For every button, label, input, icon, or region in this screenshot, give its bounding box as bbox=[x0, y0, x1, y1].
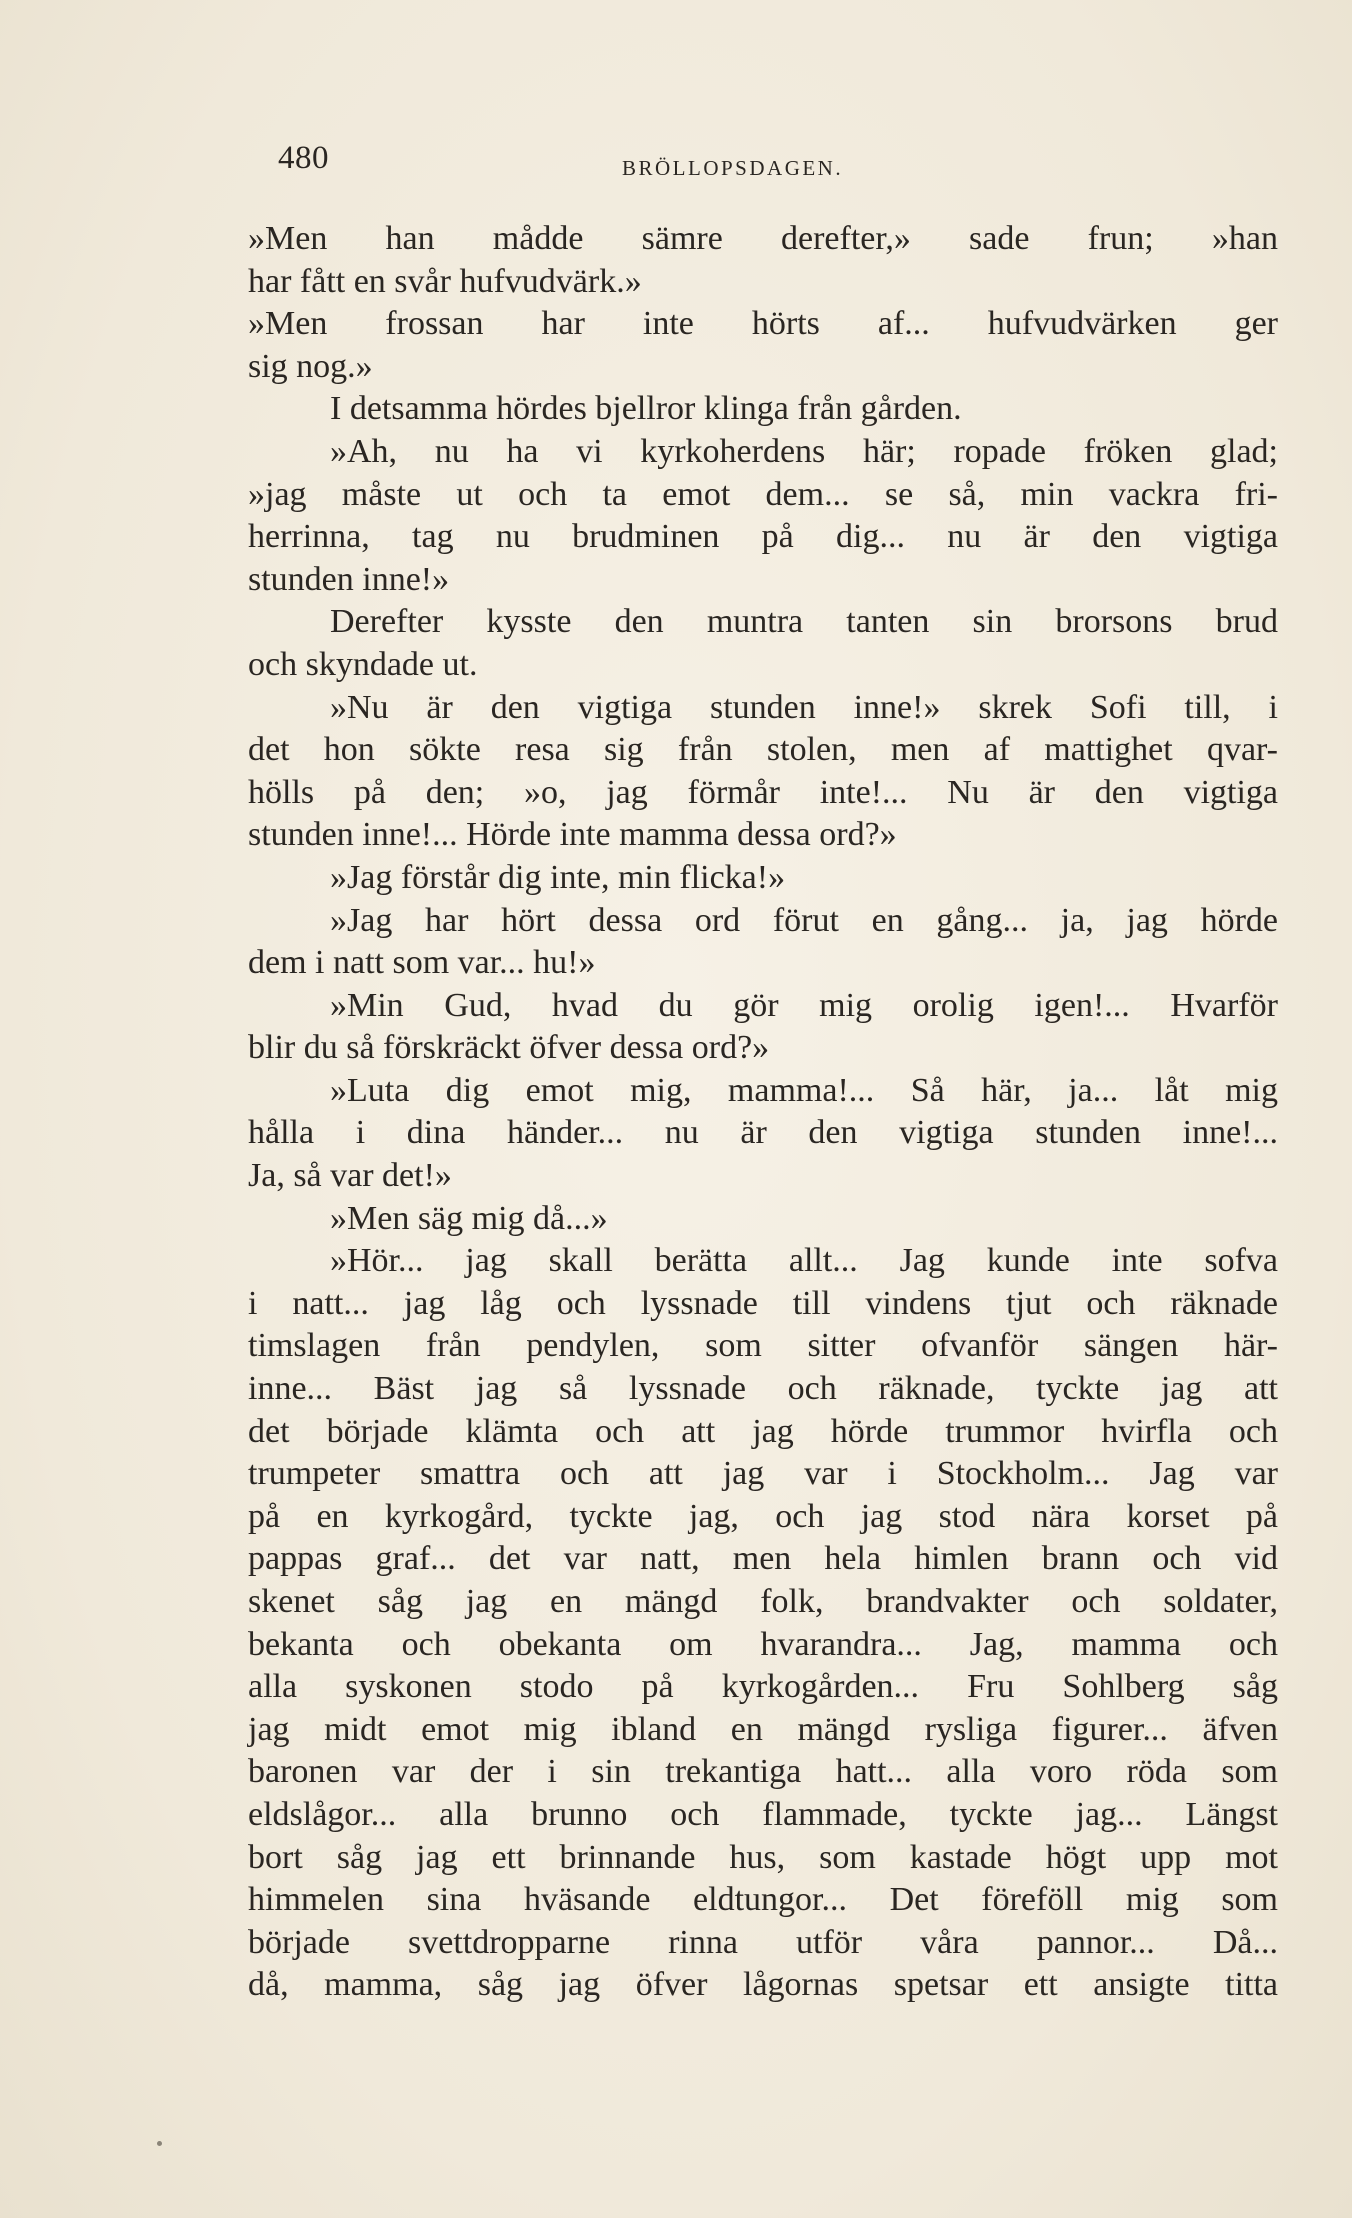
text-line: »Men frossan har inte hörts af... hufvudvärken ger bbox=[248, 305, 1278, 343]
page-header bbox=[278, 140, 1098, 180]
text-line: »Jag har hört dessa ord förut en gång... ja, jag hörde bbox=[330, 901, 1278, 939]
text-line: I detsamma hördes bjellror klinga från gården. bbox=[330, 390, 962, 428]
page-number: 480 bbox=[278, 140, 329, 176]
text-line: alla syskonen stodo på kyrkogården... Fru Sohlberg såg bbox=[248, 1668, 1278, 1706]
text-line: stunden inne!... Hörde inte mamma dessa ord?» bbox=[248, 816, 897, 854]
text-line: inne... Bäst jag så lyssnade och räknade, tyckte jag att bbox=[248, 1370, 1278, 1408]
text-line: sig nog.» bbox=[248, 347, 373, 385]
text-line: dem i natt som var... hu!» bbox=[248, 944, 596, 982]
text-line: Ja, så var det!» bbox=[248, 1157, 452, 1195]
text-line: pappas graf... det var natt, men hela himlen brann och vid bbox=[248, 1540, 1278, 1578]
text-line: himmelen sina hväsande eldtungor... Det föreföll mig som bbox=[248, 1881, 1278, 1919]
text-line: »Men han mådde sämre derefter,» sade frun; »han bbox=[248, 220, 1278, 257]
text-line: började svettdropparne rinna utför våra pannor... Då... bbox=[248, 1923, 1278, 1961]
text-line: bort såg jag ett brinnande hus, som kastade högt upp mot bbox=[248, 1838, 1278, 1876]
text-line: har fått en svår hufvudvärk.» bbox=[248, 262, 642, 300]
running-head: BRÖLLOPSDAGEN. bbox=[622, 156, 844, 180]
text-line: blir du så förskräckt öfver dessa ord?» bbox=[248, 1029, 770, 1067]
text-line: »Jag förstår dig inte, min flicka!» bbox=[330, 858, 786, 896]
text-line: »Men säg mig då...» bbox=[330, 1199, 608, 1237]
text-line: baronen var der i sin trekantiga hatt... alla voro röda som bbox=[248, 1753, 1278, 1791]
text-line: »Ah, nu ha vi kyrkoherdens här; ropade fröken glad; bbox=[330, 432, 1278, 470]
text-line: hölls på den; »o, jag förmår inte!... Nu är den vigtiga bbox=[248, 773, 1278, 811]
text-line: skenet såg jag en mängd folk, brandvakter och soldater, bbox=[248, 1583, 1278, 1620]
text-line: trumpeter smattra och att jag var i Stockholm... Jag var bbox=[248, 1455, 1278, 1493]
text-line: i natt... jag låg och lyssnade till vindens tjut och räknade bbox=[248, 1284, 1278, 1322]
text-line: på en kyrkogård, tyckte jag, och jag stod nära korset på bbox=[248, 1497, 1278, 1535]
paper-speck bbox=[157, 2141, 162, 2146]
text-line: »Min Gud, hvad du gör mig orolig igen!... Hvarför bbox=[330, 986, 1278, 1024]
text-line: »jag måste ut och ta emot dem... se så, min vackra fri- bbox=[248, 475, 1278, 513]
text-line: Derefter kysste den muntra tanten sin brorsons brud bbox=[330, 603, 1278, 641]
text-line: herrinna, tag nu brudminen på dig... nu är den vigtiga bbox=[248, 518, 1278, 556]
text-line: »Luta dig emot mig, mamma!... Så här, ja... låt mig bbox=[330, 1071, 1278, 1109]
text-line: då, mamma, såg jag öfver lågornas spetsar ett ansigte titta bbox=[248, 1966, 1278, 2004]
text-line: »Nu är den vigtiga stunden inne!» skrek Sofi till, i bbox=[330, 688, 1278, 726]
text-line: och skyndade ut. bbox=[248, 645, 478, 683]
text-line: eldslågor... alla brunno och flammade, tyckte jag... Längst bbox=[248, 1795, 1278, 1833]
body-text bbox=[248, 218, 1278, 2007]
text-line: »Hör... jag skall berätta allt... Jag kunde inte sofva bbox=[330, 1242, 1278, 1280]
text-line: timslagen från pendylen, som sitter ofvanför sängen här- bbox=[248, 1327, 1278, 1365]
text-line: hålla i dina händer... nu är den vigtiga stunden inne!... bbox=[248, 1114, 1278, 1152]
text-line: bekanta och obekanta om hvarandra... Jag, mamma och bbox=[248, 1625, 1278, 1663]
text-line: det började klämta och att jag hörde trummor hvirfla och bbox=[248, 1412, 1278, 1450]
text-line: stunden inne!» bbox=[248, 560, 450, 598]
text-line: det hon sökte resa sig från stolen, men af mattighet qvar- bbox=[248, 731, 1278, 769]
text-line: jag midt emot mig ibland en mängd rysliga figurer... äfven bbox=[248, 1710, 1278, 1748]
